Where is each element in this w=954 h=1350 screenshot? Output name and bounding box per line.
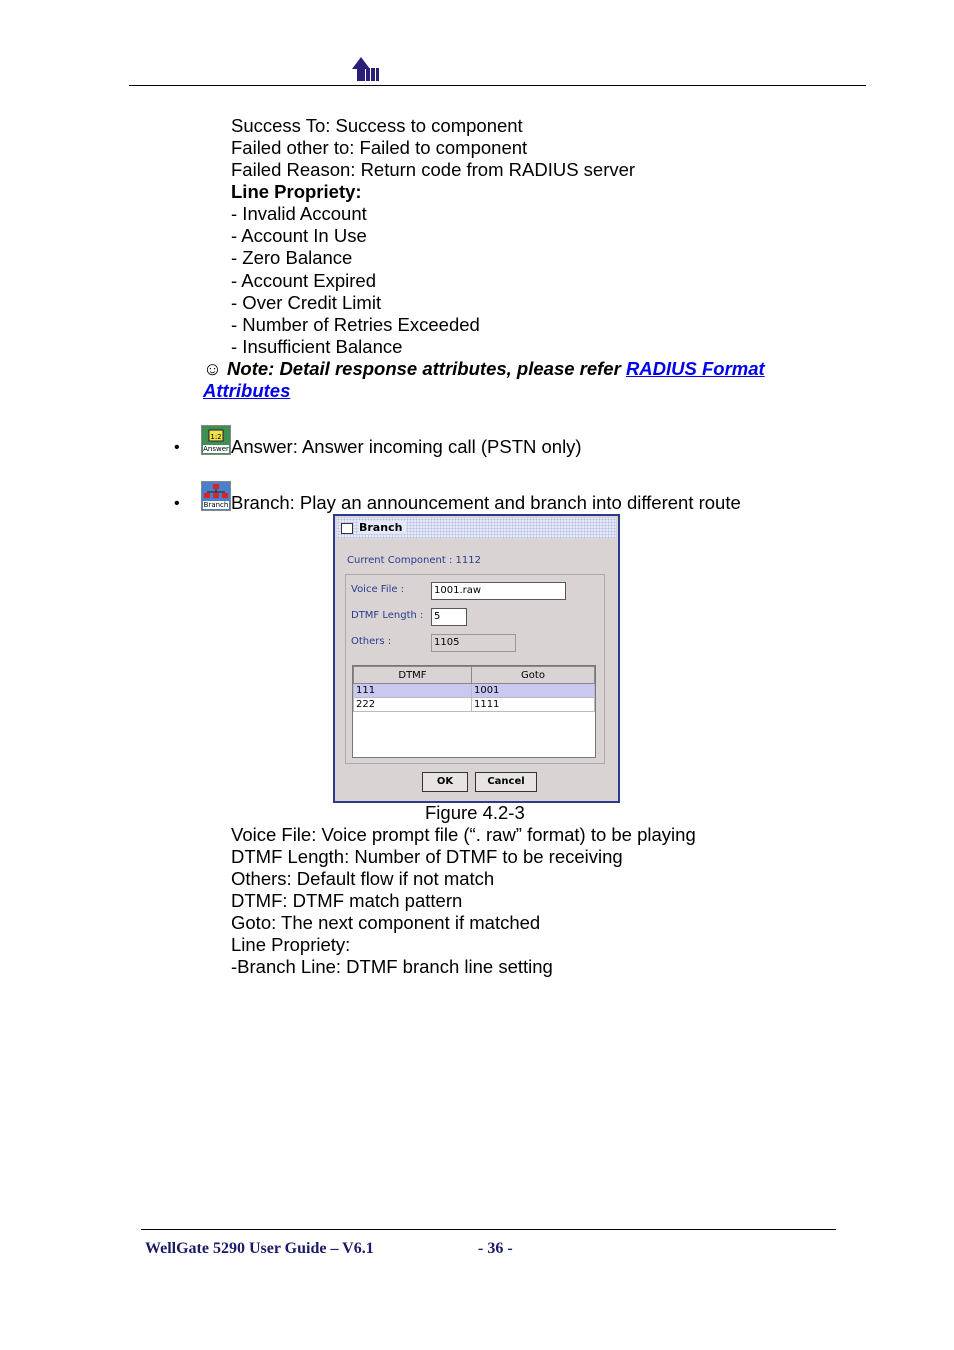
others-input: 1105 bbox=[431, 634, 516, 652]
text-line: Failed other to: Failed to component bbox=[231, 137, 528, 158]
cancel-button[interactable]: Cancel bbox=[475, 772, 537, 792]
branch-icon bbox=[201, 481, 231, 511]
ok-button[interactable]: OK bbox=[422, 772, 468, 792]
current-component-label: Current Component : bbox=[347, 555, 453, 566]
text-line: -Branch Line: DTMF branch line setting bbox=[231, 956, 553, 977]
bullet-dot: • bbox=[174, 495, 180, 512]
branch-description: Branch: Play an announcement and branch into different route bbox=[231, 492, 741, 513]
text-line: DTMF: DTMF match pattern bbox=[231, 890, 463, 911]
line-propriety-heading: Line Propriety: bbox=[231, 181, 362, 202]
answer-description: Answer: Answer incoming call (PSTN only) bbox=[231, 436, 582, 457]
window-icon bbox=[341, 523, 353, 534]
text-line: DTMF Length: Number of DTMF to be receiving bbox=[231, 846, 623, 867]
table-cell[interactable]: 1001 bbox=[471, 684, 594, 698]
table-row[interactable] bbox=[354, 684, 595, 698]
list-item: - Account In Use bbox=[231, 225, 367, 246]
text-line: Failed Reason: Return code from RADIUS server bbox=[231, 159, 636, 180]
bullet-dot: • bbox=[174, 439, 180, 456]
figure-caption: Figure 4.2-3 bbox=[425, 802, 525, 823]
dialog-title: Branch bbox=[359, 521, 406, 534]
header-rule bbox=[129, 85, 866, 86]
footer-guide-title: WellGate 5290 User Guide – V6.1 bbox=[145, 1240, 374, 1257]
others-label: Others : bbox=[351, 636, 392, 647]
table-cell[interactable]: 222 bbox=[354, 698, 472, 712]
note-continuation bbox=[203, 380, 290, 402]
answer-icon-caption: Answer bbox=[203, 445, 229, 453]
dtmf-length-label: DTMF Length : bbox=[351, 610, 424, 621]
properties-panel bbox=[345, 574, 605, 764]
goto-column-header[interactable]: Goto bbox=[471, 667, 594, 684]
text-line: Voice File: Voice prompt file (“. raw” format) to be playing bbox=[231, 824, 696, 845]
dtmf-column-header[interactable]: DTMF bbox=[354, 667, 472, 684]
branch-icon-caption: Branch bbox=[203, 501, 229, 509]
radius-format-link[interactable]: RADIUS Format bbox=[625, 358, 765, 379]
footer-rule bbox=[141, 1229, 836, 1230]
text-line: Others: Default flow if not match bbox=[231, 868, 495, 889]
svg-text:1:2: 1:2 bbox=[210, 433, 222, 441]
list-item: - Over Credit Limit bbox=[231, 292, 382, 313]
dtmf-goto-table bbox=[352, 665, 596, 758]
company-arrow-logo-icon bbox=[350, 55, 380, 83]
current-component bbox=[347, 555, 481, 566]
dialog-titlebar[interactable] bbox=[337, 518, 616, 538]
table-cell[interactable]: 111 bbox=[354, 684, 472, 698]
table-row[interactable] bbox=[354, 698, 595, 712]
table-header-row bbox=[354, 667, 595, 684]
list-item: - Number of Retries Exceeded bbox=[231, 314, 480, 335]
text-line: Line Propriety: bbox=[231, 934, 351, 955]
list-item: - Insufficient Balance bbox=[231, 336, 403, 357]
text-line: Goto: The next component if matched bbox=[231, 912, 541, 933]
radius-attributes-link[interactable]: Attributes bbox=[203, 380, 291, 401]
text-line: Success To: Success to component bbox=[231, 115, 523, 136]
page-number: - 36 - bbox=[478, 1240, 513, 1257]
list-item: - Account Expired bbox=[231, 270, 376, 291]
answer-icon bbox=[201, 425, 231, 455]
list-item: - Invalid Account bbox=[231, 203, 367, 224]
voice-file-input[interactable]: 1001.raw bbox=[431, 582, 566, 600]
voice-file-label: Voice File : bbox=[351, 584, 405, 595]
list-item: - Zero Balance bbox=[231, 247, 353, 268]
dtmf-length-input[interactable]: 5 bbox=[431, 608, 467, 626]
table-cell[interactable]: 1111 bbox=[471, 698, 594, 712]
note-text: ☺ Note: Detail response attributes, please refer bbox=[203, 358, 626, 379]
current-component-value: 1112 bbox=[455, 555, 481, 566]
branch-dialog bbox=[333, 514, 620, 803]
note bbox=[203, 358, 765, 380]
